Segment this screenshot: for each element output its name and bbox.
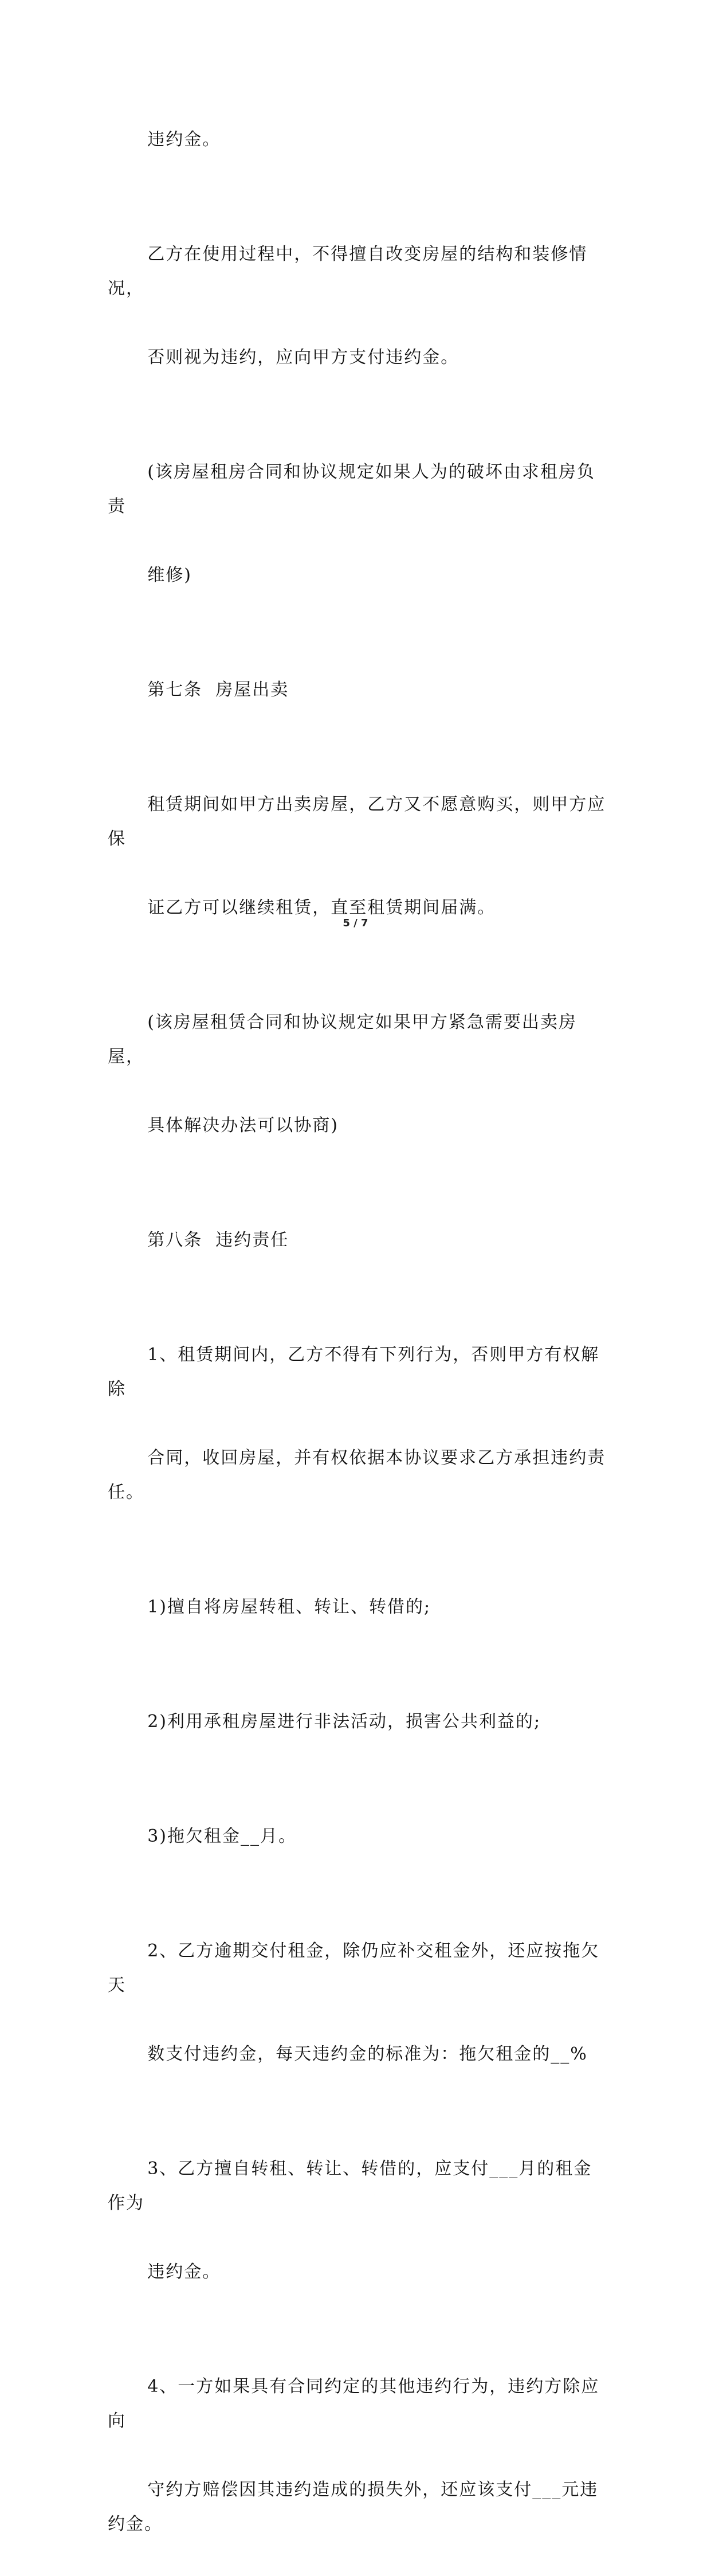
paragraph-sale-note — [108, 971, 606, 1177]
clause-3 — [108, 2117, 606, 2324]
page-number: 5 / 7 — [343, 917, 368, 929]
article-8-heading — [108, 1189, 606, 1292]
text-line: 数支付违约金，每天违约金的标准为：拖欠租金的__% — [147, 2044, 588, 2064]
paragraph-repair-note — [108, 421, 606, 627]
text-line: 乙方在使用过程中，不得擅自改变房屋的结构和装修情况， — [108, 244, 588, 299]
text-line: 2)利用承租房屋进行非法活动，损害公共利益的; — [147, 1712, 541, 1732]
text-line: 4、一方如果具有合同约定的其他违约行为，违约方除应向 — [108, 2377, 600, 2431]
sub-item-2 — [108, 1670, 606, 1774]
text-line: (该房屋租房合同和协议规定如果人为的破坏由求租房负责 — [108, 462, 595, 516]
text-line: (该房屋租赁合同和协议规定如果甲方紧急需要出卖房屋， — [108, 1012, 577, 1067]
text-line: 第七条 房屋出卖 — [147, 680, 289, 700]
sub-item-1 — [108, 1556, 606, 1659]
text-line: 守约方赔偿因其违约造成的损失外，还应该支付___元违约金。 — [108, 2480, 599, 2534]
paragraph-alteration-clause — [108, 203, 606, 409]
text-line: 具体解决办法可以协商) — [147, 1115, 339, 1136]
clause-1 — [108, 1303, 606, 1544]
clause-4 — [108, 2335, 606, 2576]
text-line: 维修) — [147, 565, 192, 585]
text-line: 否则视为违约，应向甲方支付违约金。 — [147, 347, 459, 367]
text-line: 1)擅自将房屋转租、转让、转借的; — [147, 1597, 431, 1617]
text-line: 违约金。 — [147, 2262, 221, 2282]
article-7-heading — [108, 639, 606, 742]
text-line: 1、租赁期间内，乙方不得有下列行为，否则甲方有权解除 — [108, 1345, 600, 1399]
text-line: 3)拖欠租金__月。 — [147, 1826, 297, 1846]
clause-2 — [108, 1900, 606, 2106]
text-line: 第八条 违约责任 — [147, 1230, 289, 1250]
paragraph-continuation — [108, 88, 606, 191]
text-line: 证乙方可以继续租赁，直至租赁期间届满。 — [147, 898, 496, 918]
text-line: 违约金。 — [147, 130, 221, 150]
document-body — [108, 88, 606, 2576]
text-line: 租赁期间如甲方出卖房屋，乙方又不愿意购买，则甲方应保 — [108, 794, 606, 849]
text-line: 合同，收回房屋，并有权依据本协议要求乙方承担违约责任。 — [108, 1448, 606, 1502]
sub-item-3 — [108, 1785, 606, 1888]
text-line: 3、乙方擅自转租、转让、转借的，应支付___月的租金作为 — [108, 2159, 592, 2213]
text-line: 2、乙方逾期交付租金，除仍应补交租金外，还应按拖欠天 — [108, 1941, 600, 1995]
